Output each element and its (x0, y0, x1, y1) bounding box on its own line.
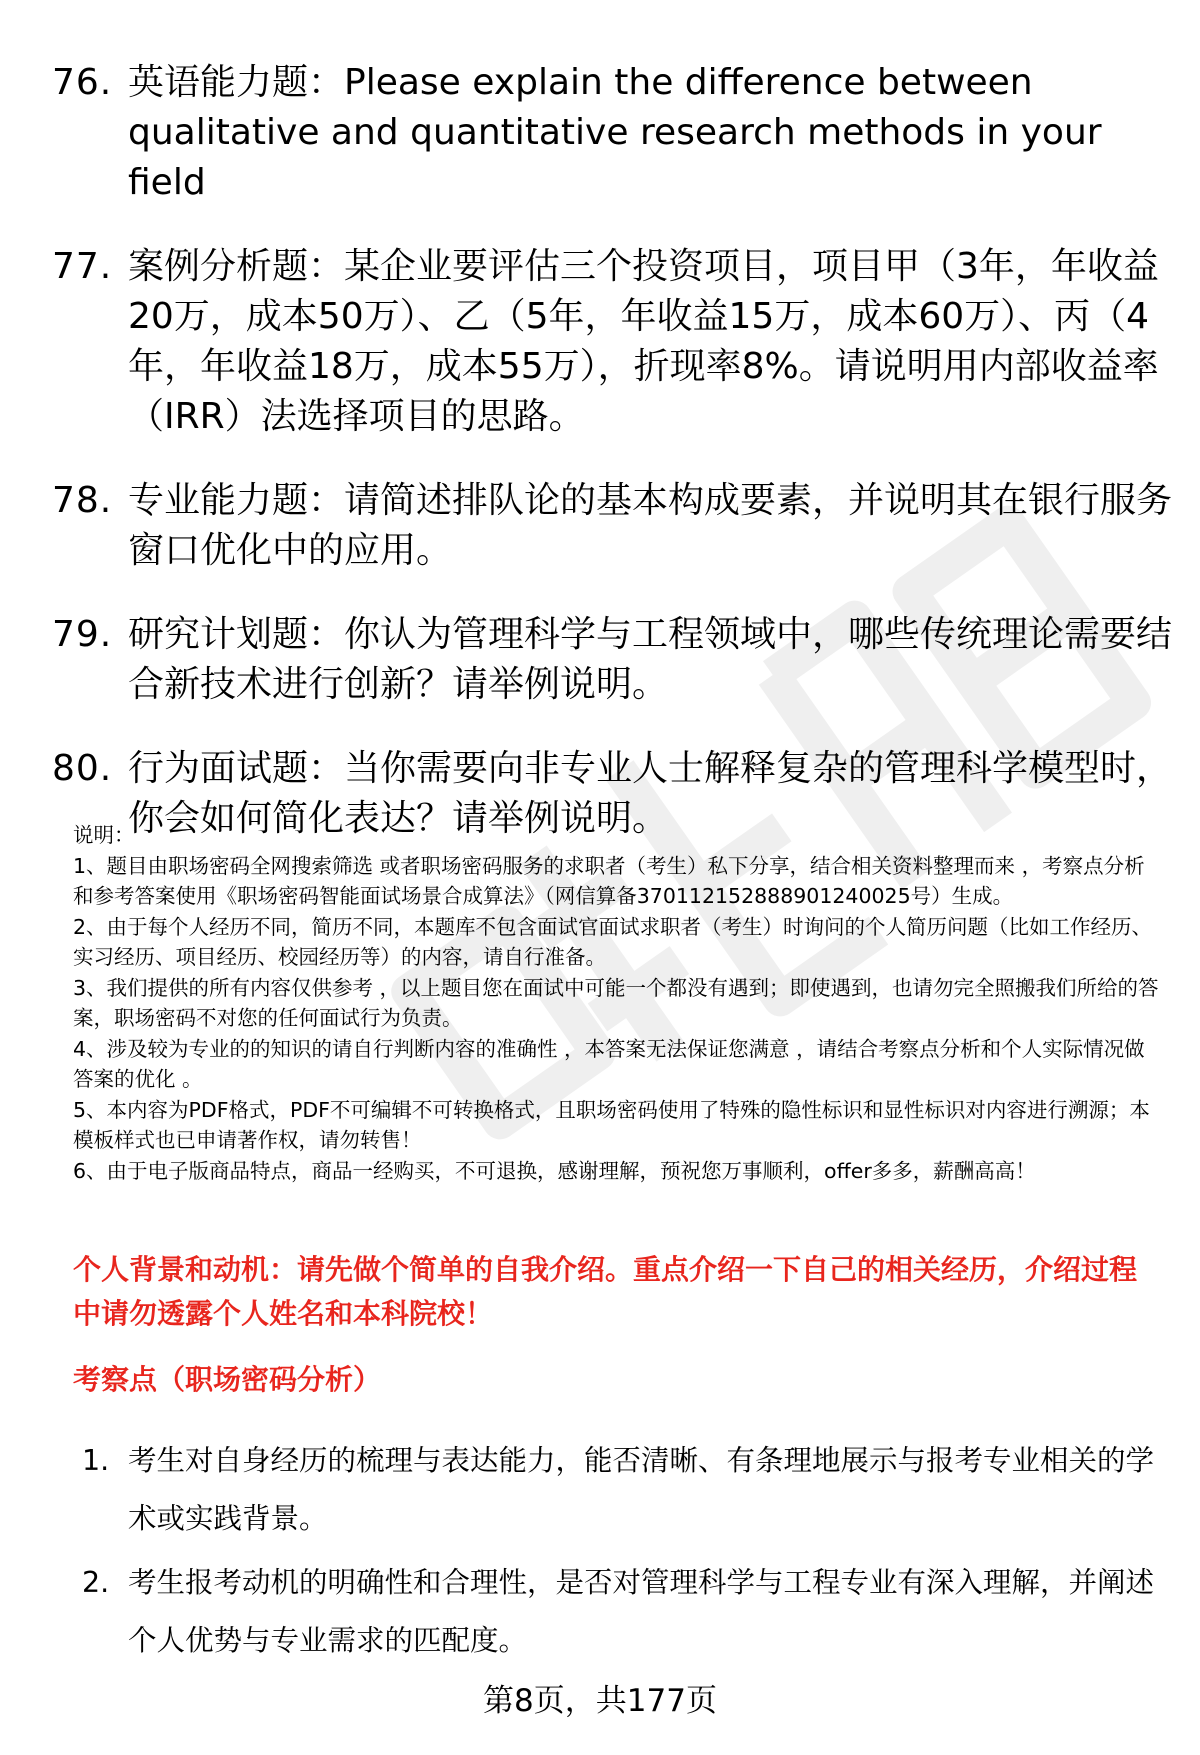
interview-prompt: 个人背景和动机：请先做个简单的自我介绍。重点介绍一下自己的相关经历，介绍过程中请勿透露个人姓名和本科院校！ (73, 1253, 1138, 1330)
exam-points-title: 考察点（职场密码分析） (73, 1363, 382, 1396)
exam-points-list (82, 1432, 1172, 1676)
question-text: 行为面试题：当你需要向非专业人士解释复杂的管理科学模型时，你会如何简化表达？请举例说明。 (128, 748, 1173, 839)
exam-point-number: 2. (82, 1566, 110, 1599)
exam-point-text: 考生报考动机的明确性和合理性，是否对管理科学与工程专业有深入理解，并阐述个人优势与专业需求的匹配度。 (128, 1566, 1155, 1657)
exam-point-item (82, 1432, 1172, 1548)
question-number: 77. (52, 246, 113, 287)
note-item: 5、本内容为PDF格式，PDF不可编辑不可转换格式，且职场密码使用了特殊的隐性标识和显性标识对内容进行溯源；本模板样式也已申请著作权，请勿转售！ (73, 1097, 1150, 1152)
exam-point-item (82, 1554, 1172, 1670)
page-footer: 第8页，共177页 (483, 1683, 717, 1719)
question-item (52, 610, 1172, 710)
question-item (52, 58, 1172, 208)
notes-heading: 说明： (73, 823, 135, 847)
question-number: 80. (52, 748, 113, 789)
question-text: 案例分析题：某企业要评估三个投资项目，项目甲（3年，年收益20万，成本50万）、乙（5年，年收益15万，成本60万）、丙（4年，年收益18万，成本55万），折现率8%。请说明用内部收益率（IRR）法选择项目的思路。 (128, 246, 1159, 437)
exam-point-number: 1. (82, 1444, 110, 1477)
question-text: 研究计划题：你认为管理科学与工程领域中，哪些传统理论需要结合新技术进行创新？请举例说明。 (128, 614, 1173, 705)
exam-point-text: 考生对自身经历的梳理与表达能力，能否清晰、有条理地展示与报考专业相关的学术或实践背景。 (128, 1444, 1155, 1535)
note-item: 4、涉及较为专业的的知识的请自行判断内容的准确性 ，本答案无法保证您满意 ，请结合考察点分析和个人实际情况做答案的优化 。 (73, 1036, 1145, 1091)
note-item: 3、我们提供的所有内容仅供参考 ，以上题目您在面试中可能一个都没有遇到；即使遇到，也请勿完全照搬我们所给的答案，职场密码不对您的任何面试行为负责。 (73, 975, 1159, 1030)
question-item (52, 242, 1172, 442)
question-number: 78. (52, 480, 113, 521)
question-list (52, 58, 1172, 878)
note-item: 2、由于每个人经历不同，简历不同，本题库不包含面试官面试求职者（考生）时询问的个人简历问题（比如工作经历、实习经历、项目经历、校园经历等）的内容，请自行准备。 (73, 914, 1153, 969)
note-item: 6、由于电子版商品特点，商品一经购买，不可退换，感谢理解，预祝您万事顺利，offer多多，薪酬高高！ (73, 1158, 1036, 1183)
note-item: 1、题目由职场密码全网搜索筛选 或者职场密码服务的求职者（考生）私下分享，结合相关资料整理而来 ，考察点分析和参考答案使用《职场密码智能面试场景合成算法》（网信算备370112152888901240025号）生成。 (73, 853, 1145, 908)
question-number: 76. (52, 62, 113, 103)
question-number: 79. (52, 614, 113, 655)
question-item (52, 476, 1172, 576)
question-text: 英语能力题：Please explain the difference between qualitative and quantitative research methods in your field (128, 62, 1102, 203)
question-text: 专业能力题：请简述排队论的基本构成要素，并说明其在银行服务窗口优化中的应用。 (128, 480, 1173, 571)
notes-section (73, 820, 1163, 1186)
